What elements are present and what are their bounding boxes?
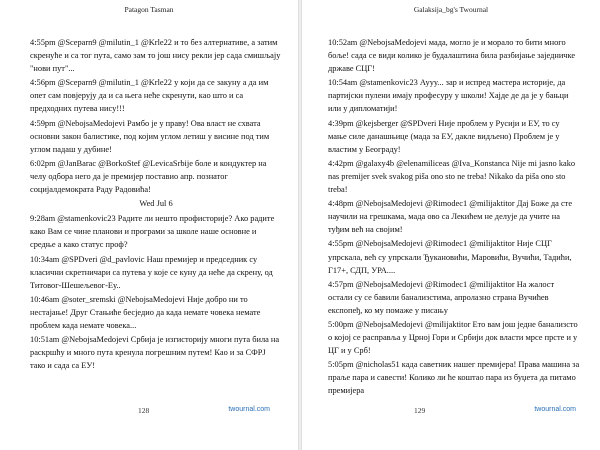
site-link[interactable]: twournal.com <box>534 406 576 413</box>
tweet-entry: 5:00pm @NebojsaMedojevi @milijaktitor Ето вам још једне банализсто о којој се расправља у Црној Гори и Србији док власти мрсе прсте и у ЦГ и у Срб! <box>328 319 578 356</box>
date-heading: Wed Jul 6 <box>139 199 173 209</box>
tweet-entry: 4:48pm @NebojsaMedojevi @Rimodec1 @milijaktitor Дај Боже да сте научили на грешкама, мада ово са Лекићем не делује да учите на туђим већ на својим! <box>328 199 573 235</box>
page-content <box>328 36 580 399</box>
page-content <box>30 36 282 373</box>
tweet-entry: 9:28am @stamenkovic23 Радите ли нешто профисторије? Ако радите како Вам се чине планови и програми за школе наше основне и средње а како статус проф? <box>30 214 275 250</box>
page-footer <box>0 406 298 418</box>
tweet-entry: 10:54am @stamenkovic23 Аууу... зар и испред мастера историје, да партијски пулени имају професуру у школи! Хајде де да је у бањци или у дипломатији! <box>328 78 569 114</box>
running-head: Galaksija_bg's Twournal <box>413 5 489 14</box>
page-number: 128 <box>138 406 150 415</box>
tweet-entry: 4:39pm @kejsberger @SPDveri Није проблем у Русији и ЕУ, то су мање силе данашњице (мада за ЕУ, дакле видљено) Проблем је у властим у Београду! <box>328 118 560 154</box>
page-footer <box>302 406 600 418</box>
tweet-entry: 10:46am @soter_sremski @NebojsaMedojevi Није добро ни то нестајање! Друг Стањиће бесједио да када немате човека немате проблем када немате човека... <box>30 294 261 330</box>
tweet-entry: 10:52am @NebojsaMedojevi мада, могло је и морало то бити много боље! сада се види колико је будалаштина била разбијање заједничке државе СЦГ! <box>328 38 576 74</box>
tweet-entry: 10:34am @SPDveri @d_pavlovic Наш премијер и председник су класични скретничари са путева у које се куну да неће да скрену, од Титовог-Шешељевог-Еу.. <box>30 254 273 290</box>
tweet-entry: 10:51am @NebojsaMedojevi Србија је изгисторију многи пута била на раскршћу и много пута кренула погрешним путем! Као и за СФРЈ тако и сада са ЕУ! <box>30 335 280 371</box>
site-link[interactable]: twournal.com <box>228 406 270 413</box>
tweet-entry: 4:55pm @Sceparn9 @milutin_1 @Krle22 и то без алтернативе, а затим скренуће и са тог пута, само зам то још нису рекли јер сада смишљају "нови пут"... <box>30 38 281 74</box>
tweet-entry: 4:57pm @NebojsaMedojevi @Rimodec1 @milijaktitor На жалост остали су се бавили банализстима, апролазно страна Вучићев експопеђ, ко му помаже у писању <box>328 279 555 315</box>
tweet-entry: 4:55pm @NebojsaMedojevi @Rimodec1 @milijaktitor Није СЦГ упрскала, већ су упрскали Ђукановићи, Маровићи, Вучићи, Тадићи, Г17+, СДП, УРА.... <box>328 239 572 275</box>
tweet-entry: 6:02pm @JanBarac @BorkoStef @LevicaSrbije боле и кондуктер на челу одбора него да је премијер поставио апр. познатог социјалдемократа Раду Радовића! <box>30 158 267 195</box>
tweet-entry: 4:56pm @Sceparn9 @milutin_1 @Krle22 у који да се закуну а да им опет сам повјерују да и са њега неће скренути, као што и са предходних путева нису!!! <box>30 78 269 114</box>
tweet-entry: 5:05pm @nicholas51 када саветник нашег премијера! Права машина за праље пара и савести! Колико ли ће коштао пара из буџета да питамо премијера <box>328 360 580 396</box>
tweet-entry: 4:42pm @galaxy4b @elenamiliceas @Iva_Konstanca Nije mi jasno kako nas premijer svek svakog piša ono sto ne treba! Nikako da piša ono sto treba! <box>328 158 576 195</box>
left-page <box>0 0 298 450</box>
page-number: 129 <box>414 406 426 415</box>
running-head: Patagon Tasman <box>124 5 174 14</box>
right-page <box>302 0 600 450</box>
tweet-entry: 4:59pm @NebojsaMedojevi Рамбо је у праву! Ова власт не схвата основни закон балистике, под којим углом летиш у висине под тим углом падаш у дубине! <box>30 118 270 154</box>
